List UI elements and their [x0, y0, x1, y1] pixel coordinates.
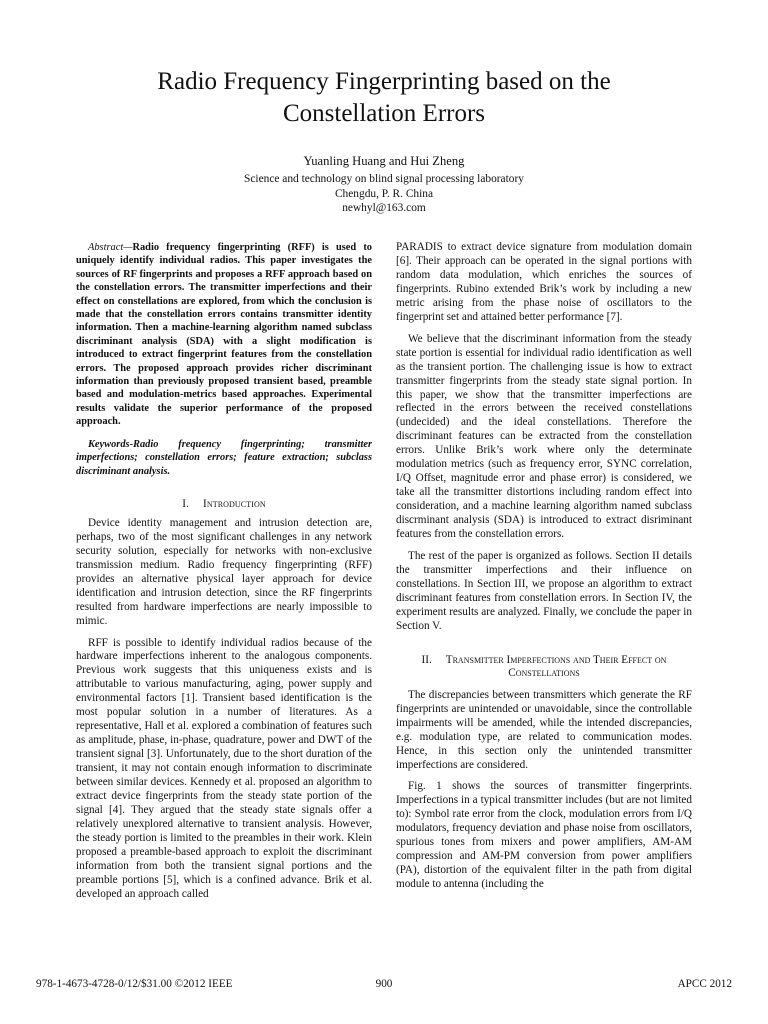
footer-page-number: 900: [375, 978, 393, 990]
location: Chengdu, P. R. China: [334, 188, 434, 200]
title-line-2: Constellation Errors: [282, 100, 486, 127]
intro-paragraph-2: RFF is possible to identify individual radios because of the hardware imperfections inherent to the analogous components. Previous work suggests that this uniqueness exists and is attributable to various manufacturing, aging, power supply and environmental factors [1]. Transient based identification is the most popular solution in a number of literatures. As a representative, Hall et al. explored a combination of features such as amplitude, phase, in-phase, quadrature, power and DWT of the transient signal [3]. Unfortunately, due to the short duration of the transient, it may not contain enough information to discriminate between similar devices. Kennedy et al. proposed an algorithm to extract device fingerprints from the steady state portion of the signal [4]. They argued that the steady state signals offer a relatively unexplored alternative to transient analysis. However, the steady portion is limited to the preambles in their work. Klein proposed a preamble-based approach to exploit the discriminant information from both the transient signal portions and the preamble portions [5], which is a confined advance. Brik et al. developed an approach called: [76, 636, 372, 900]
left-column: [76, 241, 372, 902]
author-names: Yuanling Huang and Hui Zheng: [303, 154, 465, 168]
section-heading-introduction: [76, 497, 372, 511]
section-number: I.: [182, 497, 190, 510]
footer-conference: APCC 2012: [677, 978, 732, 990]
abstract-text: Radio frequency fingerprinting (RFF) is used to uniquely identify individual radios. This paper investigates the sources of RF fingerprints and proposes a RFF approach based on the constellation errors. The transmitter imperfections and their effect on constellations are explored, from which the conclusion is made that the constellation errors contains transmitter identity information. Then a machine-learning algorithm named subclass discriminant analysis (SDA) with a slight modification is introduced to extract fingerprint features from the constellation errors. The proposed approach provides richer discriminant information than previously proposed transient based, preamble based and modulation-metrics based approaches. Experimental results validate the superior performance of the proposed approach.: [76, 242, 372, 428]
affiliation: Science and technology on blind signal processing laboratory: [244, 173, 524, 185]
author-email: newhyl@163.com: [342, 202, 426, 214]
keywords: Keywords-Radio frequency fingerprinting; transmitter imperfections; constellation errors; feature extraction; subclass discriminant analysis.: [76, 438, 372, 477]
intro-paragraph-4: The rest of the paper is organized as follows. Section II details the transmitter imperfections and their influence on constellations. In Section III, we propose an algorithm to extract discriminant features from constellation errors. In Section IV, the experiment results are analyzed. Finally, we conclude the paper in Section V.: [396, 550, 692, 632]
abstract: [76, 241, 372, 429]
section2-paragraph-2: Fig. 1 shows the sources of transmitter fingerprints. Imperfections in a typical transmitter includes (but are not limited to): Symbol rate error from the clock, modulation errors from I/Q modulators, frequency deviation and phase noise from oscillators, spurious tones from mixers and power amplifiers, AM-AM compression and AM-PM conversion from power amplifiers (PA), distortion of the equivalent filter in the path from digital module to antenna (including the: [396, 780, 692, 891]
right-column: [396, 241, 692, 892]
section-title-line-1: Transmitter Imperfections and Their Effect on: [445, 653, 667, 666]
abstract-dash: —: [123, 242, 133, 253]
footer-isbn: 978-1-4673-4728-0/12/$31.00 ©2012 IEEE: [36, 978, 233, 990]
title-line-1: Radio Frequency Fingerprinting based on the: [157, 68, 611, 95]
section-number: II.: [421, 653, 432, 666]
section2-paragraph-1: The discrepancies between transmitters which generate the RF fingerprints are unintended or unavoidable, since the controllable impairments will be amended, while the intended discrepancies, e.g. modulation type, are related to communication modes. Hence, in this section only the unintended transmitter imperfections are considered.: [396, 688, 692, 771]
section-title-line-2: Constellations: [508, 666, 580, 679]
section-heading-transmitter-imperfections: [396, 654, 692, 680]
abstract-label: Abstract: [88, 242, 124, 253]
intro-paragraph-2-continued: PARADIS to extract device signature from modulation domain [6]. Their approach can be operated in the signal portions with random data modulation, which enriches the sources of fingerprints. Rubino extended Brik’s work by including a new metric arising from the phase noise of oscillators to the fingerprint set and attained better performance [7].: [396, 241, 692, 323]
section-title: Introduction: [203, 497, 266, 510]
paper-title: [60, 66, 708, 130]
intro-paragraph-1: Device identity management and intrusion detection are, perhaps, two of the most significant challenges in any network security solution, especially for networks with non-exclusive transmission medium. Radio frequency fingerprinting (RFF) provides an alternative physical layer approach for device identification and intrusion detection, since the RF fingerprints resulted from hardware imperfections are nearly impossible to mimic.: [76, 516, 372, 627]
intro-paragraph-3: We believe that the discriminant information from the steady state portion is essential for individual radio identification as well as the transient portion. The challenging issue is how to extract transmitter fingerprints from the steady state signal portion. In this paper, we show that the transmitter imperfections are reflected in the errors between the received constellations (undecided) and the ideal constellations. Therefore the discriminant features can be extracted from the constellation errors. Unlike Brik’s work where only the determinate modulation metrics (such as frequency error, SYNC correlation, I/Q Offset, magnitude error and phase error) is considered, we take all the transmitter distortions including random effect into consideration, and a machine learning algorithm named subclass discrminant analysis (SDA) is introduced to extract disriminant features from the constellation errors.: [396, 332, 692, 541]
